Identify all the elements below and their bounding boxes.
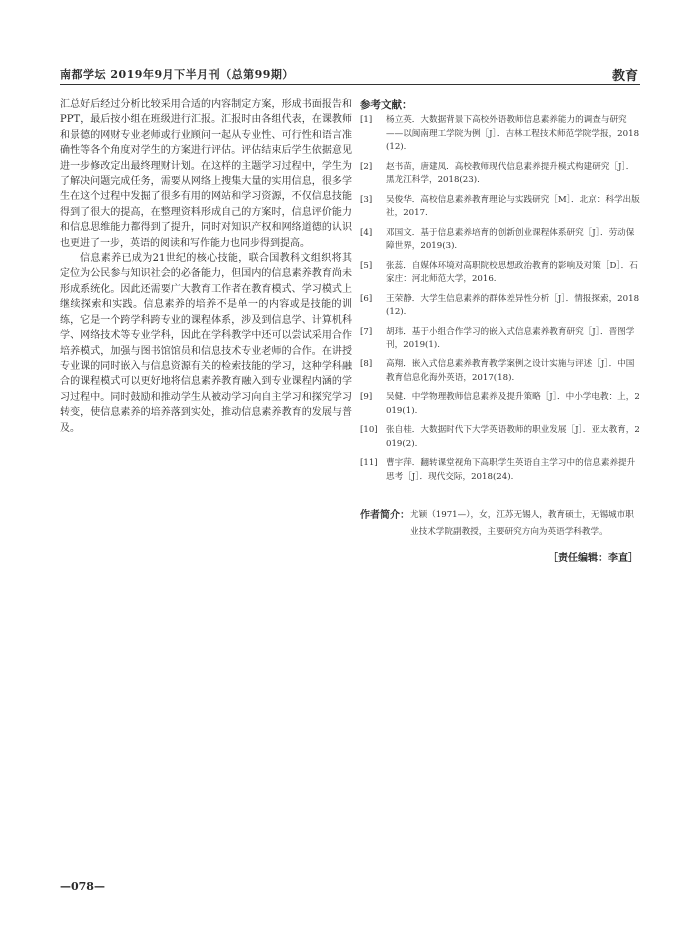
author-label: 作者简介： [360,509,410,521]
reference-number: [3] [360,194,373,205]
reference-item [360,424,640,451]
reference-item [360,260,640,287]
editor-note: ［责任编辑：李直］ [548,552,638,564]
reference-item [360,326,640,353]
header-rule [60,84,640,85]
reference-number: [10] [360,425,378,436]
reference-item [360,114,640,155]
reference-number: [5] [360,260,373,271]
reference-number: [7] [360,326,373,337]
reference-number: [4] [360,227,373,238]
reference-text: 王荣静．大学生信息素养的群体差异性分析［J］．情报探索，2018(12). [386,293,640,318]
reference-number: [9] [360,392,373,403]
reference-number: [6] [360,293,373,304]
body-paragraph: 信息素养已成为21世纪的核心技能，联合国教科文组织将其定位为公民参与知识社会的必备能力，但国内的信息素养教育尚未形成系统化。因此还需要广大教育工作者在教育模式、学习模式上继续探索和实践。信息素养的培养不是单一的内容或是技能的训练，它是一个跨学科跨专业的课程体系，涉及到信息学、计算机科学、网络技术等专业学科，因此在学科教学中还可以尝试采用合作培养模式，加强与图书馆馆员和信息技术专业老师的合作。在讲授专业课的同时嵌入与信息资源有关的检索技能的学习，这种学科融合的课程模式可以更好地将信息素养教育融入到专业课程内涵的学习过程中。同时鼓励和推动学生从被动学习向自主学习和探究学习转变，使信息素养的培养落到实处，推动信息素养教育的发展与普及。 [60,253,352,434]
reference-list [360,114,640,485]
reference-text: 张蕊．自媒体环境对高职院校思想政治教育的影响及对策［D］．石家庄：河北师范大学，2016. [386,260,638,285]
reference-text: 吴健．中学物理教师信息素养及提升策略［J］．中小学电教：上，2019(1). [386,392,640,417]
reference-item [360,457,640,484]
body-paragraph: 汇总好后经过分析比较采用合适的内容制定方案，形成书面报告和PPT，最后按小组在班级进行汇报。汇报时由各组代表，在课教师和景德的网财专业老师或行业顾问一起从专业性、可行性和语言准确性等各个角度对学生的方案进行评估。评估结束后学生依据意见进一步修改定出最终理财计划。在这样的主题学习过程中，学生为了解决问题完成任务，需要从网络上搜集大量的实用信息，很多学生在这个过程中发掘了很多有用的网站和学习资源，不仅信息技能得到了很大的提高，在整理资料形成自己的方案时，信息评价能力和信息思维能力都得到了提升，同时对知识产权和网络道德的认识也更进了一步，英语的阅读和写作能力也同步得到提高。 [60,99,352,249]
reference-item [360,358,640,385]
reference-text: 曹宇萍．翻转课堂视角下高职学生英语自主学习中的信息素养提升思考［J］．现代交际，2018(24). [386,458,636,483]
reference-number: [8] [360,359,373,370]
reference-item [360,161,640,188]
reference-number: [2] [360,161,373,172]
reference-text: 胡玮．基于小组合作学习的嵌入式信息素养教育研究［J］．晋图学刊，2019(1). [386,326,635,351]
reference-number: [11] [360,458,378,469]
author-text: 尤颖（1971—），女，江苏无锡人，教育硕士，无锡城市职业技术学院副教授，主要研究方向为英语学科教学。 [410,509,634,537]
page-number: —078— [60,880,105,893]
reference-item [360,391,640,418]
reference-number: [1] [360,115,373,125]
references-title: 参考文献： [360,99,413,111]
right-column [360,97,640,564]
reference-text: 高翔．嵌入式信息素养教育教学案例之设计实施与评述［J］．中国教育信息化海外英语，2017(18). [386,359,635,384]
reference-text: 张自桂．大数据时代下大学英语教师的职业发展［J］．亚太教育，2019(2). [386,425,640,450]
journal-title: 南都学坛 2019年9月下半月刊（总第99期） [60,68,294,81]
page-header [60,64,640,86]
reference-item [360,227,640,254]
left-column [60,97,352,436]
reference-text: 赵书苗，唐建凤．高校教师现代信息素养提升模式构建研究［J］．黑龙江科学，2018(23). [386,161,635,186]
reference-text: 邓国文．基于信息素养培育的创新创业课程体系研究［J］．劳动保障世界，2019(3). [386,227,635,252]
section-label: 教育 [611,69,638,84]
reference-text: 吴俊华．高校信息素养教育理论与实践研究［M］．北京：科学出版社，2017. [386,194,640,219]
reference-text: 杨立英．大数据背景下高校外语教师信息素养能力的调查与研究——以闽南理工学院为例［J］．吉林工程技术师范学院学报，2018(12). [386,115,640,153]
reference-item [360,293,640,320]
reference-item [360,194,640,221]
author-bio [360,507,640,541]
